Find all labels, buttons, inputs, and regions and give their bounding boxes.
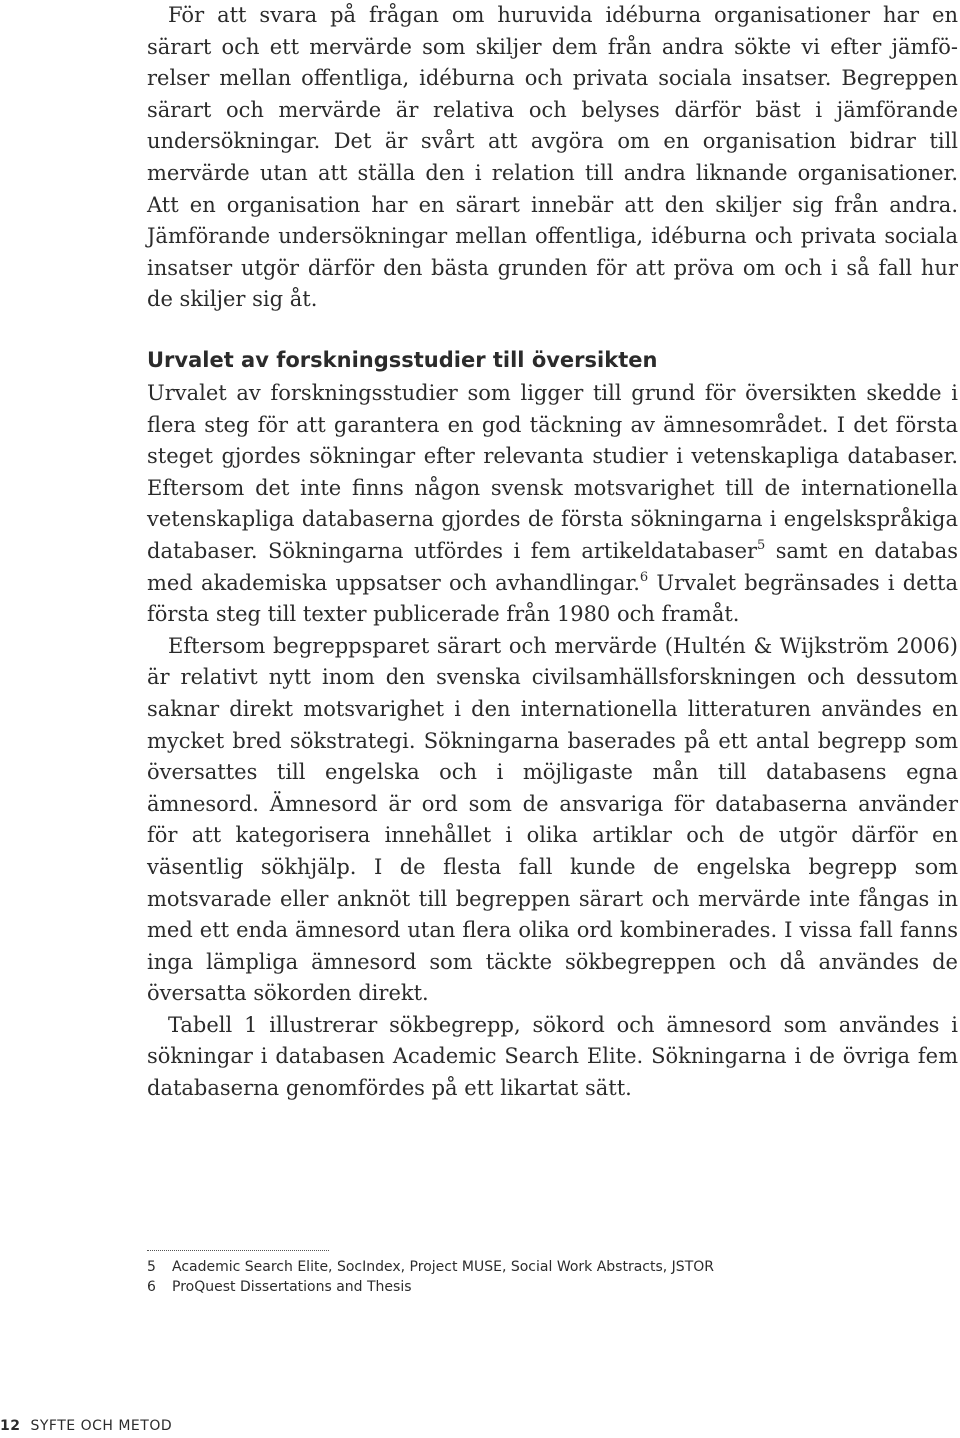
paragraph [147, 378, 958, 631]
page-number: 12 [0, 1418, 21, 1434]
footnotes [147, 1257, 958, 1297]
footnote-ref[interactable]: 6 [639, 569, 649, 585]
paragraph-text: samt en databas med akademiska uppsatser och avhandlingar. [147, 538, 958, 595]
page-footer [0, 1418, 172, 1434]
footnote-divider [147, 1250, 329, 1251]
footnote-number: 6 [147, 1279, 156, 1295]
section-heading: Urvalet av forskningsstudier till översikten [147, 348, 658, 372]
paragraph: Tabell 1 illustrerar sökbegrepp, sökord och ämnesord som användes i sökningar i databasen Academic Search Elite. Sökningarna i de övriga fem databaserna genomfördes på ett likartat sätt. [147, 1012, 958, 1101]
paragraph-text: Urvalet av forskningsstudier som ligger till grund för översikten skedde i flera steg för att garantera en god täckning av ämnesområdet. I det första steget gjordes sökningar efter relevanta studier i vetenskapliga databaser. Eftersom det inte finns någon svensk motsvarighet till de internationella vetenskapliga databaserna gjordes de första sökningarna i engelskspråkiga databaser. Sökningarna utfördes i fem artikeldatabaser [147, 381, 958, 563]
footnote-text: ProQuest Dissertations and Thesis [172, 1279, 412, 1295]
intro-text [147, 0, 958, 316]
footnote-number: 5 [147, 1259, 156, 1275]
paragraph: Eftersom begreppsparet särart och mervärde (Hultén & Wijkström 2006) är relativt nytt inom den svenska civilsamhällsforskningen och dessutom saknar direkt motsvarighet i den internationella litteraturen användes en mycket bred sökstrategi. Sökningarna baserades på ett antal begrepp som översattes till engelska och i möjligaste mån till databasens egna ämnesord. Ämnesord är ord som de ansvariga för databaserna använder för att kategorisera innehållet i olika artiklar och de utgör därför en väsentlig sökhjälp. I de flesta fall kunde de engelska begrepp som motsvarade eller anknöt till begreppen särart och mervärde inte fångas in med ett enda ämnesord utan flera olika ord kombinerades. I vissa fall fanns inga lämpliga ämnesord som täckte sökbegreppen och då användes de översatta sökorden direkt. [147, 633, 958, 1006]
footnote-ref[interactable]: 5 [757, 537, 766, 553]
section-body [147, 378, 958, 1105]
paragraph: För att svara på frågan om huruvida idéburna organisationer har en särart och ett mervärde som skiljer dem från andra sökte vi efter jämförelser mellan offentliga, idéburna och privata sociala insatser. Begreppen särart och mervärde är relativa och belyses därför bäst i jämförande undersökningar. Det är svårt att avgöra om en organisation bidrar till mervärde utan att ställa den i relation till andra liknande organisationer. Att en organisation har en särart innebär att den skiljer sig från andra. Jämförande undersökningar mellan offentliga, idéburna och privata sociala insatser utgör därför den bästa grunden för att pröva om och i så fall hur de skiljer sig åt. [147, 3, 958, 312]
footnote-text: Academic Search Elite, SocIndex, Project MUSE, Social Work Abstracts, JSTOR [172, 1259, 714, 1275]
footnote [147, 1277, 958, 1297]
footnote [147, 1257, 958, 1277]
running-section-label: SYFTE OCH METOD [30, 1418, 173, 1434]
paragraph-text: Urvalet begränsades i detta första steg till texter publicerade från 1980 och framåt. [147, 570, 958, 627]
